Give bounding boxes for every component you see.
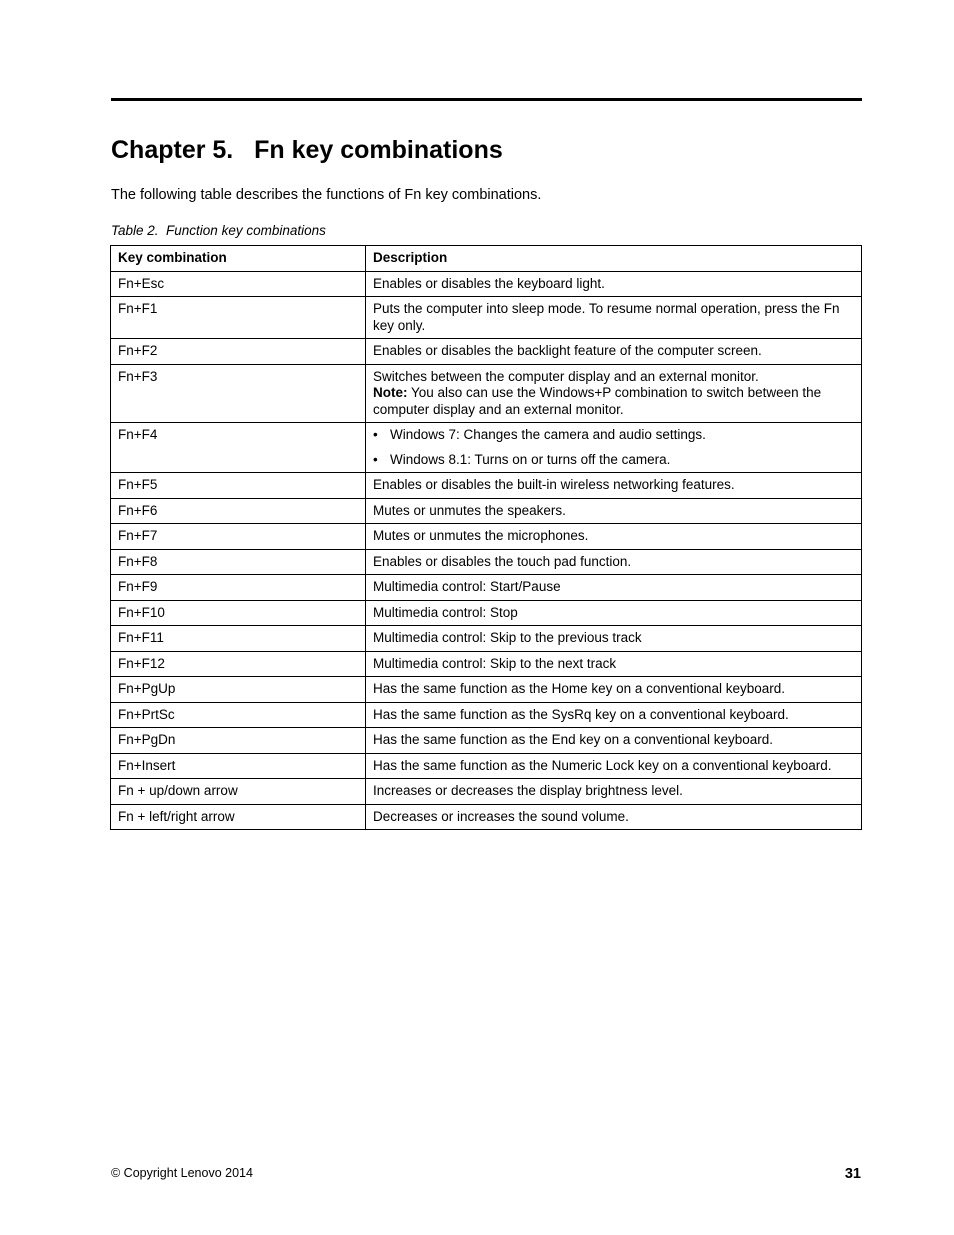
description-cell (366, 498, 862, 524)
table-body (111, 271, 862, 830)
key-combination-cell: Fn + left/right arrow (111, 804, 366, 830)
table-row (111, 728, 862, 754)
description-cell (366, 779, 862, 805)
key-combination-cell: Fn+F2 (111, 339, 366, 365)
note-text: You also can use the Windows+P combination to switch between the computer display and an external monitor. (373, 385, 822, 417)
description-text: Has the same function as the End key on a conventional keyboard. (373, 732, 773, 747)
description-text: Has the same function as the Numeric Lock key on a conventional keyboard. (373, 757, 832, 773)
key-combination-cell: Fn+F11 (111, 626, 366, 652)
table-row (111, 753, 862, 779)
table-row (111, 804, 862, 830)
table-caption: Table 2. Function key combinations (111, 223, 326, 238)
description-cell (366, 702, 862, 728)
description-text: Enables or disables the backlight feature of the computer screen. (373, 343, 762, 358)
key-combination-cell: Fn+PgDn (111, 728, 366, 754)
header-key-combination: Key combination (111, 246, 366, 272)
description-text: Switches between the computer display and an external monitor. (373, 368, 759, 384)
description-cell (366, 600, 862, 626)
table-row (111, 364, 862, 423)
bullet-icon: • (373, 427, 378, 442)
table-row (111, 524, 862, 550)
description-cell (366, 728, 862, 754)
key-combination-cell: Fn+F4 (111, 423, 366, 473)
intro-paragraph: The following table describes the functions of Fn key combinations. (111, 187, 542, 203)
table-header-row (111, 246, 862, 272)
key-combination-cell: Fn+F7 (111, 524, 366, 550)
key-combination-cell: Fn+F6 (111, 498, 366, 524)
table-row (111, 677, 862, 703)
table-row (111, 498, 862, 524)
description-text: Puts the computer into sleep mode. To resume normal operation, press the Fn key only. (373, 301, 840, 333)
description-text: Multimedia control: Stop (373, 604, 518, 620)
fn-key-table (110, 245, 862, 830)
description-text: Mutes or unmutes the speakers. (373, 502, 566, 518)
key-combination-cell: Fn + up/down arrow (111, 779, 366, 805)
header-description: Description (366, 246, 862, 272)
list-item (373, 427, 854, 444)
copyright-notice: © Copyright Lenovo 2014 (111, 1166, 253, 1180)
key-combination-cell: Fn+Insert (111, 753, 366, 779)
description-text: Multimedia control: Skip to the next track (373, 655, 617, 671)
key-combination-cell: Fn+PrtSc (111, 702, 366, 728)
description-cell (366, 524, 862, 550)
key-combination-cell: Fn+PgUp (111, 677, 366, 703)
key-combination-cell: Fn+F1 (111, 297, 366, 339)
table-row (111, 651, 862, 677)
key-combination-cell: Fn+Esc (111, 271, 366, 297)
key-combination-cell: Fn+F12 (111, 651, 366, 677)
key-combination-cell: Fn+F8 (111, 549, 366, 575)
description-cell (366, 364, 862, 423)
key-combination-cell: Fn+F10 (111, 600, 366, 626)
key-combination-cell: Fn+F9 (111, 575, 366, 601)
description-cell (366, 753, 862, 779)
description-text: Enables or disables the keyboard light. (373, 275, 605, 291)
description-cell (366, 651, 862, 677)
table-row (111, 271, 862, 297)
table-row (111, 339, 862, 365)
description-cell (366, 339, 862, 365)
table-row (111, 549, 862, 575)
table-row (111, 297, 862, 339)
note (373, 385, 854, 418)
description-cell (366, 677, 862, 703)
description-text: Multimedia control: Skip to the previous track (373, 630, 642, 645)
description-cell (366, 804, 862, 830)
bullet-icon: • (373, 451, 378, 467)
description-text: Multimedia control: Start/Pause (373, 579, 561, 594)
key-combination-cell: Fn+F3 (111, 364, 366, 423)
table-row (111, 626, 862, 652)
description-cell (366, 575, 862, 601)
table-row (111, 600, 862, 626)
bullet-text: Windows 7: Changes the camera and audio settings. (390, 427, 706, 442)
description-text: Increases or decreases the display brightness level. (373, 783, 683, 798)
table-row (111, 702, 862, 728)
description-text: Has the same function as the Home key on a conventional keyboard. (373, 681, 785, 696)
description-cell (366, 297, 862, 339)
description-text: Has the same function as the SysRq key on a conventional keyboard. (373, 706, 789, 722)
description-text: Enables or disables the built-in wireless networking features. (373, 477, 735, 492)
bullet-text: Windows 8.1: Turns on or turns off the camera. (390, 451, 671, 467)
list-item (373, 452, 854, 469)
chapter-rule (111, 98, 862, 101)
bullet-list (373, 427, 854, 468)
description-text: Mutes or unmutes the microphones. (373, 528, 589, 543)
page-number: 31 (844, 1166, 861, 1182)
chapter-title: Chapter 5. Fn key combinations (111, 136, 503, 164)
description-text: Decreases or increases the sound volume. (373, 808, 629, 824)
description-cell (366, 423, 862, 473)
key-combination-cell: Fn+F5 (111, 473, 366, 499)
table-row (111, 423, 862, 473)
description-cell (366, 626, 862, 652)
description-cell (366, 271, 862, 297)
table-row (111, 575, 862, 601)
description-text: Enables or disables the touch pad function. (373, 553, 632, 569)
description-cell (366, 549, 862, 575)
note-label: Note: (373, 385, 408, 400)
description-cell (366, 473, 862, 499)
table-row (111, 779, 862, 805)
table-row (111, 473, 862, 499)
